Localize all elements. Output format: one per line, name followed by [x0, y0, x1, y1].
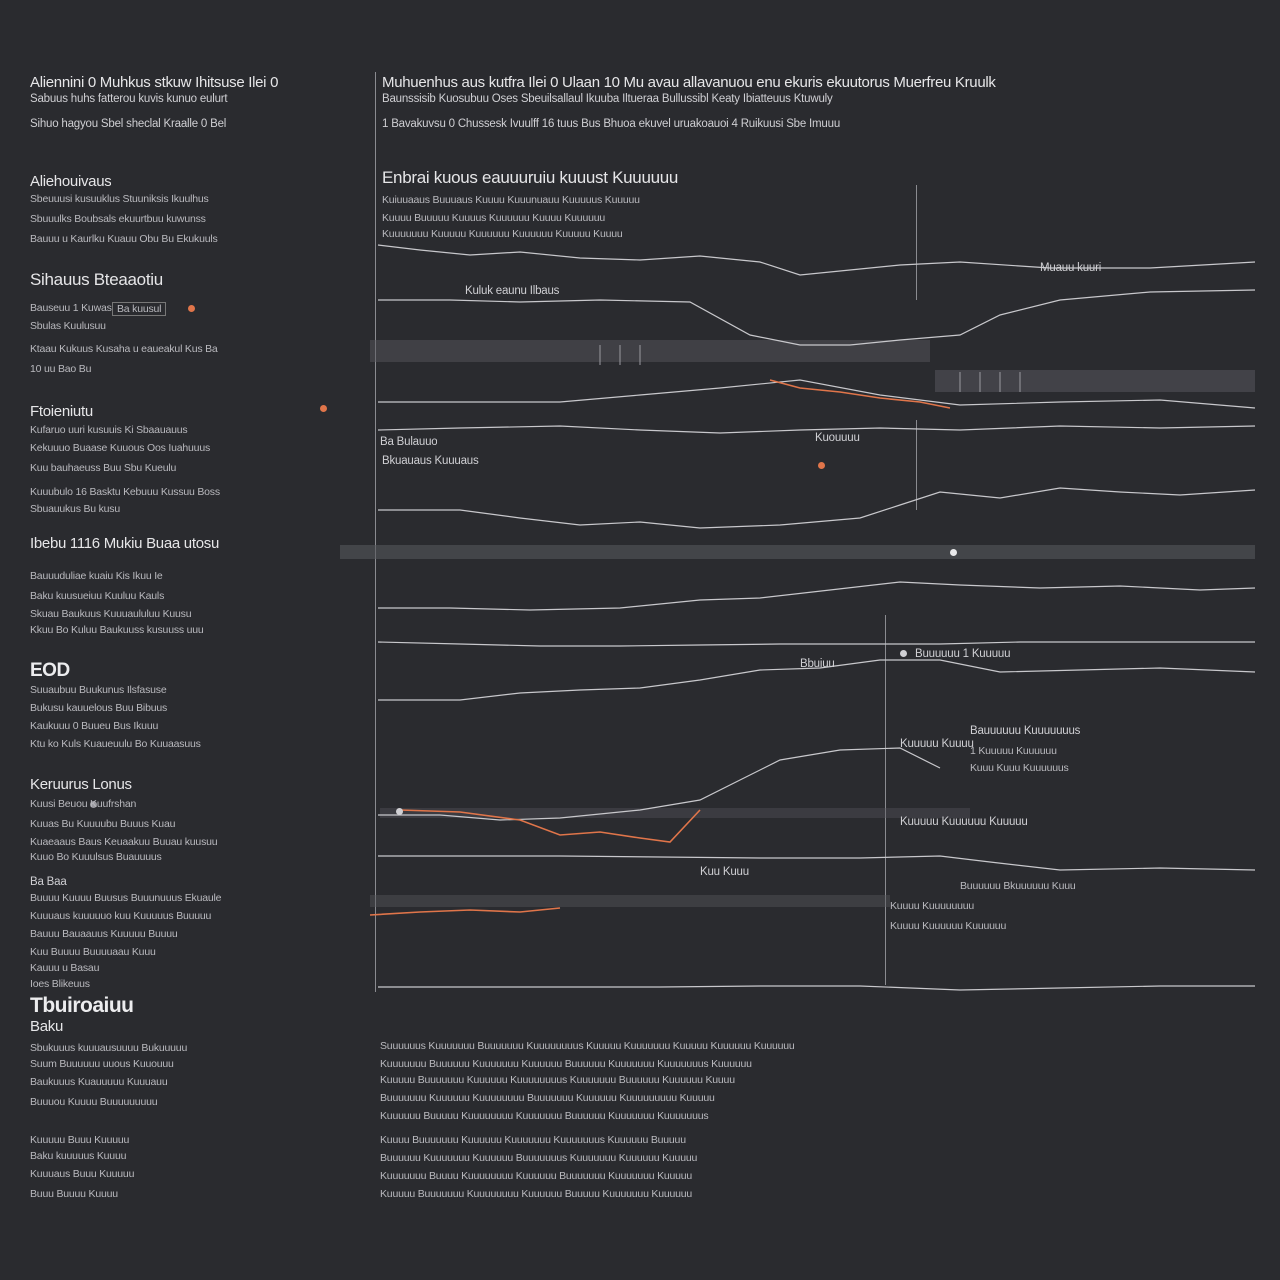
sidebar-line: Baukuuus Kuauuuuu Kuuuauu [30, 1076, 168, 1088]
sidebar-line: Buuuou Kuuuu Buuuuuuuuu [30, 1096, 158, 1108]
trace-line [378, 488, 1255, 528]
log-row: Kuuuuuuu Buuuu Kuuuuuuuu Kuuuuuu Buuuuuuu Kuuuuuuu Kuuuuu [380, 1170, 693, 1182]
accent-trace [370, 908, 560, 915]
right-label: 1 Kuuuuu Kuuuuuu [970, 745, 1057, 757]
sidebar-title-4[interactable]: Ibebu 1116 Mukiu Buaa utosu [30, 535, 219, 552]
chart-label: Buuuuuu 1 Kuuuuu [915, 648, 1011, 660]
panel-row: Kuuuuuuu Kuuuuu Kuuuuuu Kuuuuuu Kuuuuu Kuuuu [382, 228, 623, 240]
panel-row: Kuiuuaaus Buuuaus Kuuuu Kuuunuauu Kuuuuus Kuuuuu [382, 194, 640, 206]
sidebar-line: Ktaau Kukuus Kusaha u eaueakul Kus Ba [30, 343, 218, 355]
sidebar-line: Kuuo Bo Kuuulsus Buauuuus [30, 851, 162, 863]
sidebar-title-6[interactable]: Keruurus Lonus [30, 776, 132, 793]
log-row: Kuuuu Buuuuuuu Kuuuuuu Kuuuuuuu Kuuuuuuus Kuuuuuu Buuuuu [380, 1134, 686, 1146]
sidebar-line: Kuuas Bu Kuuuubu Buuus Kuau [30, 818, 176, 830]
marker-dot [396, 808, 403, 815]
sidebar-line: Buuu Buuuu Kuuuu [30, 1188, 118, 1200]
trace-line [378, 986, 1255, 990]
sidebar-line: Kuu bauhaeuss Buu Sbu Kueulu [30, 462, 177, 474]
sidebar-badge: Ba kuusul [112, 302, 166, 316]
sidebar-line: Kuusi Beuou Kuufrshan [30, 798, 137, 810]
sidebar-line: Bauuu u Kaurlku Kuauu Obu Bu Ekukuuls [30, 233, 218, 245]
marker-dot [818, 462, 825, 469]
header-right-1: Muhuenhus aus kutfra Ilei 0 Ulaan 10 Mu avau allavanuou enu ekuris ekuutorus Muerfreu Kruulk [382, 74, 996, 91]
header-right-2: Baunssisib Kuosubuu Oses Sbeuilsallaul Ikuuba Iltueraa Bullussibl Keaty Ibiatteuus Ktuwuly [382, 93, 833, 105]
sidebar-big-label: Tbuiroaiuu [30, 994, 134, 1017]
panel-title: Enbrai kuous eauuuruiu kuuust Kuuuuuu [382, 168, 679, 187]
sidebar-line: Kuuuaus kuuuuuo kuu Kuuuuus Buuuuu [30, 910, 212, 922]
header-right-3: 1 Bavakuvsu 0 Chussesk Ivuulff 16 tuus Bus Bhuoa ekuvel uruakoauoi 4 Ruikuusi Sbe Imuuu [382, 118, 841, 130]
trace-line [378, 582, 1255, 610]
header-left-2: Sabuus huhs fatterou kuvis kunuo eulurt [30, 93, 228, 105]
sidebar-title-7[interactable]: Ba Baa [30, 876, 67, 888]
sidebar-line: Kuuuuu Buuu Kuuuuu [30, 1134, 130, 1146]
sidebar-line: Kauuu u Basau [30, 962, 100, 974]
sidebar-title-3[interactable]: Ftoieniutu [30, 403, 93, 420]
trace-line [378, 642, 1255, 646]
sidebar-line: Sbuuulks Boubsals ekuurtbuu kuwunss [30, 213, 206, 225]
trace-line [378, 380, 1255, 408]
chart-label: Muauu kuuri [1040, 262, 1102, 274]
sidebar-line: Kekuuuo Buaase Kuuous Oos Iuahuuus [30, 442, 211, 454]
sidebar-title-8[interactable]: Ioes Blikeuus [30, 978, 90, 990]
sidebar-line: Bauseuu 1 Kuwas [30, 302, 112, 314]
sidebar-line: Kuuubulo 16 Basktu Kebuuu Kussuu Boss [30, 486, 220, 498]
right-label: Bauuuuuu Kuuuuuuus [970, 725, 1081, 737]
sidebar-line: Kaukuuu 0 Buueu Bus Ikuuu [30, 720, 159, 732]
accent-trace [400, 810, 700, 842]
panel-row: Kuuuu Buuuuu Kuuuus Kuuuuuu Kuuuu Kuuuuuu [382, 212, 606, 224]
chart-label: Bkuauaus Kuuuaus [382, 455, 479, 467]
marker-dot [900, 650, 907, 657]
chart-label: Kuu Kuuu [700, 866, 749, 878]
right-label: Kuuuu Kuuuuuu Kuuuuuu [890, 920, 1007, 932]
trace-line [378, 245, 1255, 275]
sidebar-line: Kuuuaus Buuu Kuuuuu [30, 1168, 135, 1180]
sidebar-line: Baku kuusueiuu Kuuluu Kauls [30, 590, 165, 602]
sidebar-title-1[interactable]: Aliehouivaus [30, 173, 112, 190]
right-label: Kuuuu Kuuuuuuuu [890, 900, 974, 912]
accent-trace [770, 380, 950, 408]
trace-line [378, 290, 1255, 345]
chart-label: Kuluk eaunu Ilbaus [465, 285, 560, 297]
sidebar-line: Suum Buuuuuu uuous Kuuouuu [30, 1058, 174, 1070]
sidebar-line: Ktu ko Kuls Kuaueuulu Bo Kuuaasuus [30, 738, 201, 750]
trace-line [378, 856, 1255, 870]
log-row: Kuuuuuuu Buuuuuu Kuuuuuuu Kuuuuuu Buuuuuu Kuuuuuuu Kuuuuuuus Kuuuuuu [380, 1058, 752, 1070]
sidebar-line: Bauuu Bauaauus Kuuuuu Buuuu [30, 928, 178, 940]
sidebar-line: Kufaruo uuri kusuuis Ki Sbaauauus [30, 424, 188, 436]
sidebar-line: Sbuauukus Bu kusu [30, 503, 120, 515]
sidebar-line: Bauuuduliae kuaiu Kis Ikuu Ie [30, 570, 163, 582]
chart-label: Bbuiuu [800, 658, 835, 670]
sidebar-line: Baku kuuuuus Kuuuu [30, 1150, 127, 1162]
right-label: Kuuu Kuuu Kuuuuuus [970, 762, 1069, 774]
sidebar-line: Sbukuuus kuuuausuuuu Bukuuuuu [30, 1042, 188, 1054]
log-row: Kuuuuu Buuuuuuu Kuuuuuuuu Kuuuuuu Buuuuu Kuuuuuuu Kuuuuuu [380, 1188, 693, 1200]
log-row: Buuuuuu Kuuuuuuu Kuuuuuu Buuuuuuus Kuuuuuuu Kuuuuuu Kuuuuu [380, 1152, 698, 1164]
sidebar-line: Kuu Buuuu Buuuuaau Kuuu [30, 946, 156, 958]
sidebar-line: Sbulas Kuulusuu [30, 320, 106, 332]
sidebar-line: 10 uu Bao Bu [30, 363, 92, 375]
sidebar-line: Buuuu Kuuuu Buusus Buuunuuus Ekuaule [30, 892, 222, 904]
right-label: Kuuuuu Kuuuuuu Kuuuuu [900, 816, 1028, 828]
chart-label: Ba Bulauuo [380, 436, 438, 448]
header-left-3: Sihuo hagyou Sbel sheclal Kraalle 0 Bel [30, 118, 227, 130]
sidebar-line: Sbeuuusi kusuuklus Stuuniksis Ikuulhus [30, 193, 209, 205]
sidebar-line: Skuau Baukuus Kuuuaululuu Kuusu [30, 608, 192, 620]
chart-label: Kuuuuu Kuuuu [900, 738, 974, 750]
sidebar-line: Kkuu Bo Kuluu Baukuuss kusuuss uuu [30, 624, 204, 636]
sidebar-title-5[interactable]: EOD [30, 660, 70, 681]
sidebar-line: Suuaubuu Buukunus Ilsfasuse [30, 684, 167, 696]
sidebar-line: Kuaeaaus Baus Keuaakuu Buuau kuusuu [30, 836, 218, 848]
trace-line [378, 748, 940, 820]
sidebar-sub-label: Baku [30, 1018, 63, 1035]
log-row: Buuuuuuu Kuuuuuu Kuuuuuuuu Buuuuuuu Kuuuuuu Kuuuuuuuuu Kuuuuu [380, 1092, 715, 1104]
marker-dot [950, 549, 957, 556]
chart-label: Kuouuuu [815, 432, 860, 444]
log-row: Kuuuuuu Buuuuu Kuuuuuuuu Kuuuuuuu Buuuuuu Kuuuuuuu Kuuuuuuus [380, 1110, 709, 1122]
log-row: Kuuuuu Buuuuuuu Kuuuuuu Kuuuuuuuus Kuuuuuuu Buuuuuu Kuuuuuu Kuuuu [380, 1074, 735, 1086]
header-left-1: Aliennini 0 Muhkus stkuw Ihitsuse Ilei 0 [30, 74, 279, 91]
right-label: Buuuuuu Bkuuuuuu Kuuu [960, 880, 1076, 892]
sidebar-line: Bukusu kauuelous Buu Bibuus [30, 702, 168, 714]
log-row: Suuuuuus Kuuuuuuu Buuuuuuu Kuuuuuuuus Kuuuuu Kuuuuuuu Kuuuuu Kuuuuuu Kuuuuuu [380, 1040, 795, 1052]
sidebar-title-2[interactable]: Sihauus Bteaaotiu [30, 270, 163, 289]
